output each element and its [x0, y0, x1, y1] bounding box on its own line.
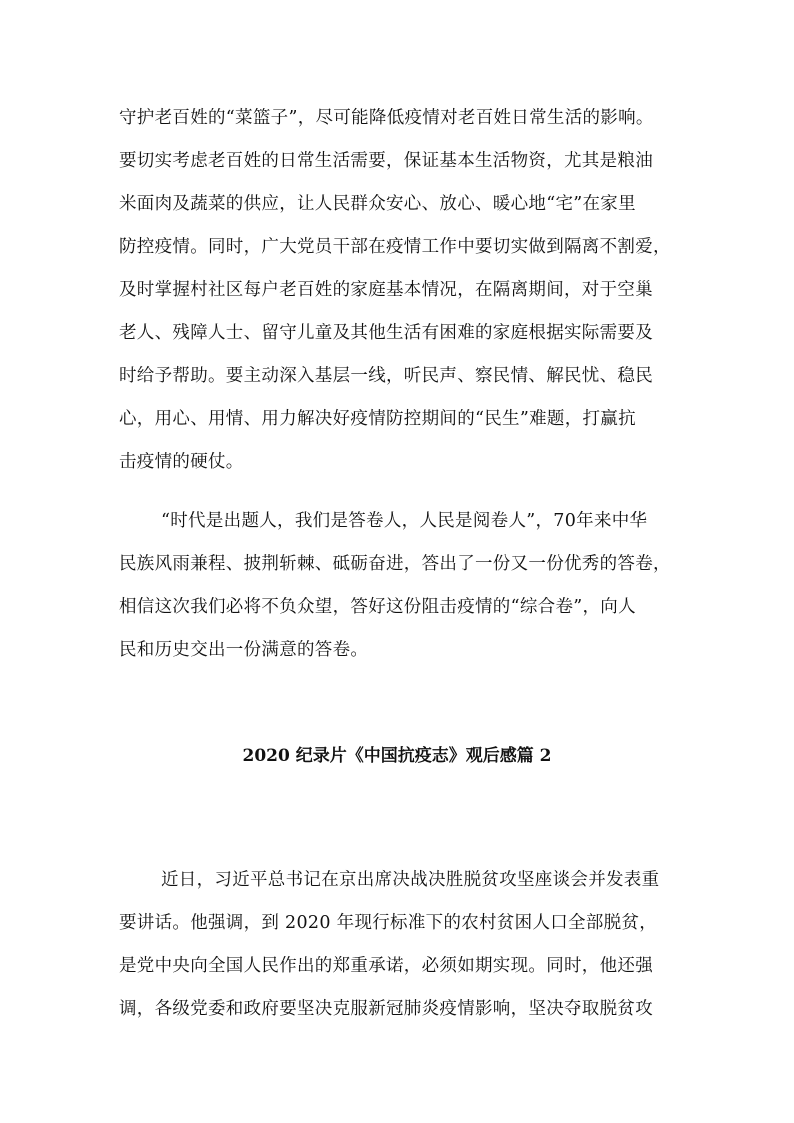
paragraph-line: 时给予帮助。要主动深入基层一线，听民声、察民情、解民忧、稳民 [119, 366, 653, 386]
paragraph-line: 及时掌握村社区每户老百姓的家庭基本情况，在隔离期间，对于空巢 [119, 280, 653, 300]
paragraph-line: 守护老百姓的“菜篮子”，尽可能降低疫情对老百姓日常生活的影响。 [119, 108, 654, 128]
paragraph-line: 要切实考虑老百姓的日常生活需要，保证基本生活物资，尤其是粮油 [119, 151, 653, 171]
paragraph-line: 老人、残障人士、留守儿童及其他生活有困难的家庭根据实际需要及 [119, 323, 653, 343]
paragraph-line: “时代是出题人，我们是答卷人，人民是阅卷人”，70年来中华 [161, 511, 648, 531]
paragraph-line: 民族风雨兼程、披荆斩棘、砥砺奋进，答出了一份又一份优秀的答卷， [119, 554, 671, 574]
paragraph-line: 是党中央向全国人民作出的郑重承诺，必须如期实现。同时，他还强 [119, 956, 653, 976]
paragraph-line: 防控疫情。同时，广大党员干部在疫情工作中要切实做到隔离不割爱， [119, 237, 671, 257]
paragraph-line: 相信这次我们必将不负众望，答好这份阻击疫情的“综合卷”，向人 [119, 597, 636, 617]
paragraph-line: 民和历史交出一份满意的答卷。 [119, 640, 369, 660]
paragraph-line: 击疫情的硬仗。 [119, 452, 244, 472]
paragraph-line: 心，用心、用情、用力解决好疫情防控期间的“民生”难题，打赢抗 [119, 409, 636, 429]
paragraph-line: 近日，习近平总书记在京出席决战决胜脱贫攻坚座谈会并发表重 [161, 870, 660, 890]
paragraph-line: 米面肉及蔬菜的供应，让人民群众安心、放心、暖心地“宅”在家里 [119, 194, 636, 214]
paragraph-line: 调，各级党委和政府要坚决克服新冠肺炎疫情影响，坚决夺取脱贫攻 [119, 999, 653, 1019]
section-heading: 2020 纪录片《中国抗疫志》观后感篇 2 [242, 746, 552, 766]
paragraph-line: 要讲话。他强调，到 2020 年现行标准下的农村贫困人口全部脱贫， [119, 913, 658, 933]
